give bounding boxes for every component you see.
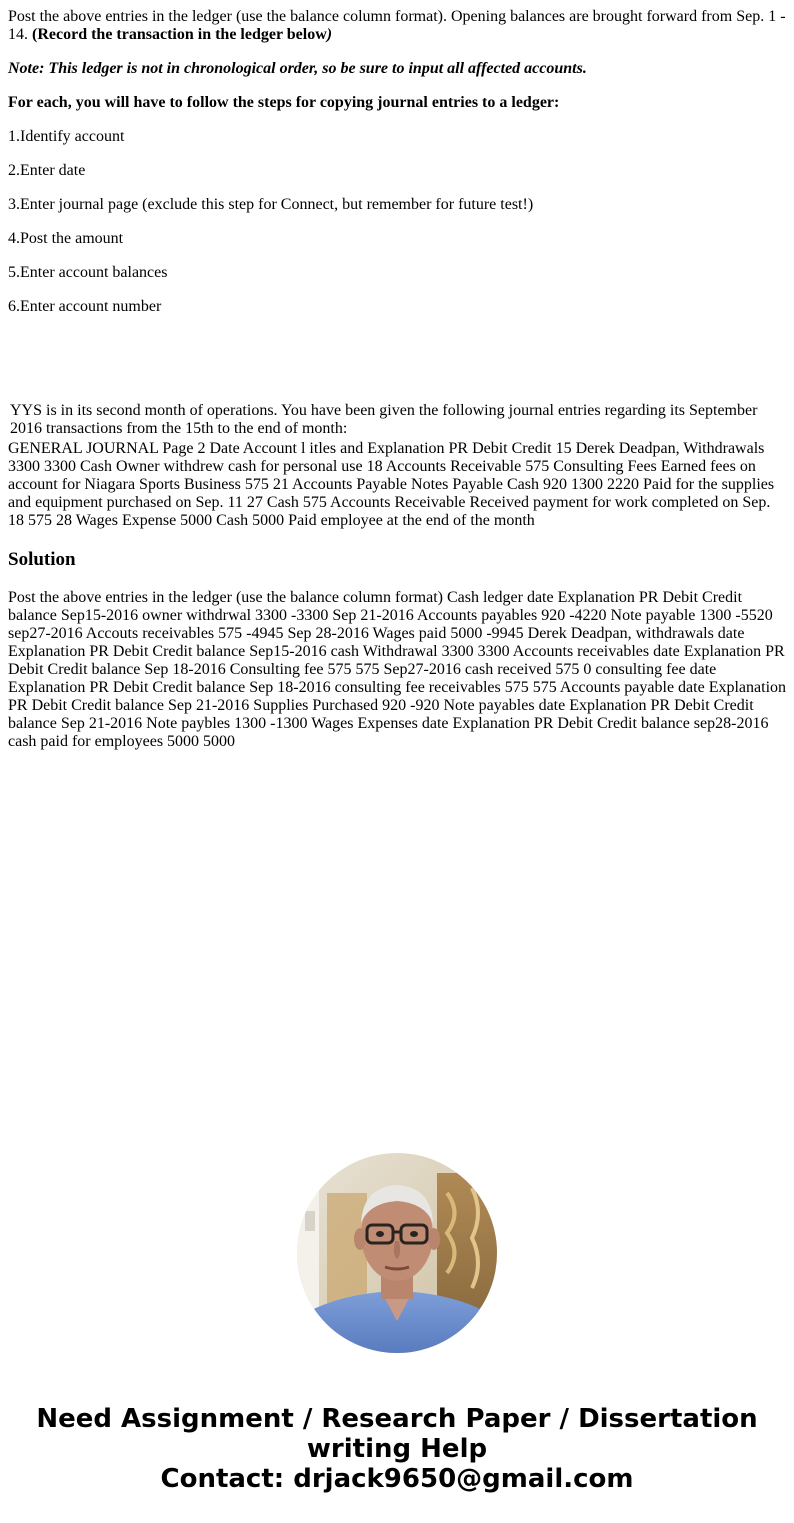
avatar	[297, 1153, 497, 1353]
solution-heading: Solution	[8, 549, 76, 570]
journal-text: GENERAL JOURNAL Page 2 Date Account l itles and Explanation PR Debit Credit 15 Derek Deadpan, Withdrawals 3300 3300 Cash Owner withdrew cash for personal use 18 Accounts Receivable 575 Consulting Fees Earned fees on account for Niagara Sports Business 575 21 Accounts Payable Notes Payable Cash 920 1300 2220 Paid for the supplies and equipment purchased on Sep. 11 27 Cash 575 Accounts Receivable Received payment for work completed on Sep. 18 575 28 Wages Expense 5000 Cash 5000 Paid employee at the end of the month	[8, 440, 775, 529]
step-item: 5.Enter account balances	[8, 264, 168, 281]
intro-paragraph	[8, 8, 788, 44]
context-paragraph: YYS is in its second month of operations. You have been given the following journal entries regarding its September 2016 transactions from the 15th to the end of month:	[10, 402, 758, 437]
promo-contact: Contact: drjack9650@gmail.com	[160, 1464, 634, 1494]
avatar-photo-icon	[297, 1153, 497, 1353]
promo-banner	[0, 1404, 794, 1494]
step-item: 6.Enter account number	[8, 298, 162, 315]
promo-line: writing Help	[306, 1434, 488, 1464]
step-item: 4.Post the amount	[8, 230, 124, 247]
intro-text: Post the above entries in the ledger (use the balance column format). Opening balances are brought forward from Sep. 1 - 14.	[8, 8, 786, 43]
note-paragraph: Note: This ledger is not in chronological order, so be sure to input all affected accounts.	[8, 60, 587, 77]
step-item: 3.Enter journal page (exclude this step for Connect, but remember for future test!)	[8, 196, 534, 213]
intro-bold-text: (Record the transaction in the ledger below)	[32, 26, 333, 43]
solution-body: Post the above entries in the ledger (use the balance column format) Cash ledger date Explanation PR Debit Credit balance Sep15-2016 owner withdrwal 3300 -3300 Sep 21-2016 Accounts payables 920 -4220 Note payable 1300 -5520 sep27-2016 Accouts receivables 575 -4945 Sep 28-2016 Wages paid 5000 -9945 Derek Deadpan, withdrawals date Explanation PR Debit Credit balance Sep15-2016 cash Withdrawal 3300 3300 Accounts receivables date Explanation PR Debit Credit balance Sep 18-2016 Consulting fee 575 575 Sep27-2016 cash received 575 0 consulting fee date Explanation PR Debit Credit balance Sep 18-2016 consulting fee receivables 575 575 Accounts payable date Explanation PR Debit Credit balance Sep 21-2016 Supplies Purchased 920 -920 Note payables date Explanation PR Debit Credit balance Sep 21-2016 Note paybles 1300 -1300 Wages Expenses date Explanation PR Debit Credit balance sep28-2016 cash paid for employees 5000 5000	[8, 589, 787, 750]
steps-heading: For each, you will have to follow the steps for copying journal entries to a ledger:	[8, 94, 560, 111]
step-item: 1.Identify account	[8, 128, 125, 145]
step-item: 2.Enter date	[8, 162, 86, 179]
promo-line: Need Assignment / Research Paper / Dissertation	[36, 1404, 758, 1434]
